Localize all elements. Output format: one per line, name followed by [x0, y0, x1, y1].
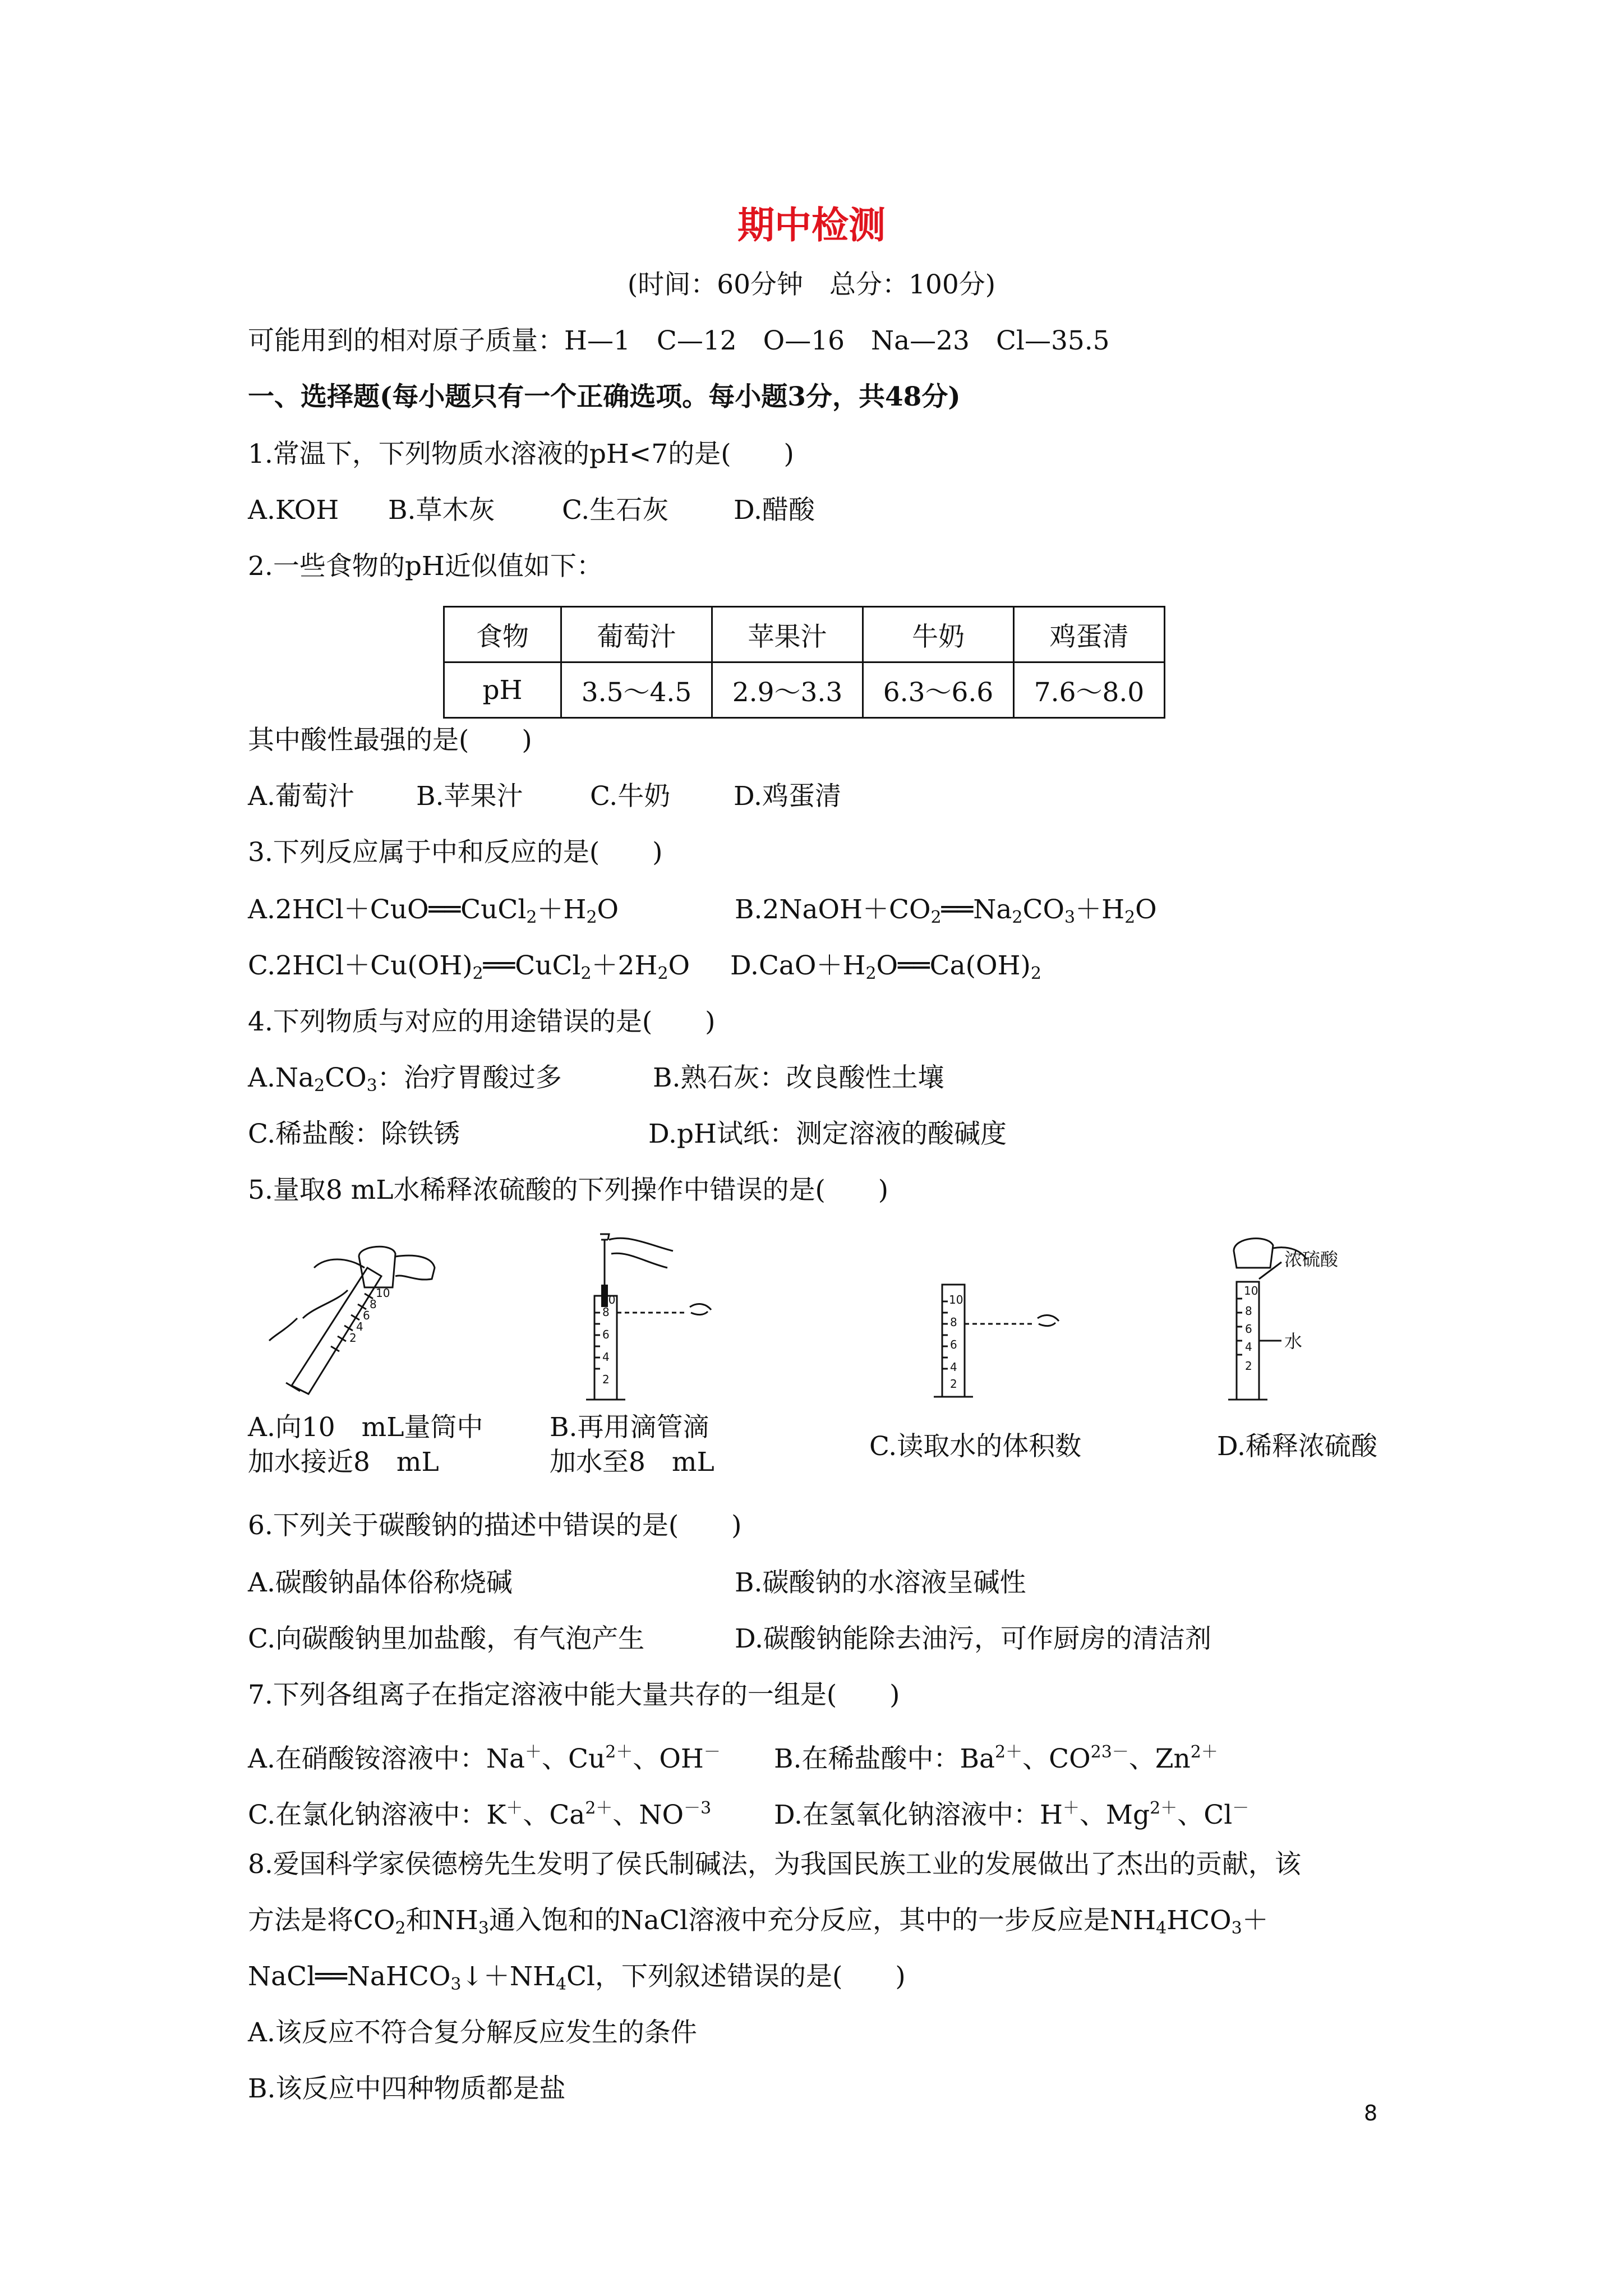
table-header-cell: 苹果汁	[712, 607, 863, 662]
svg-text:10: 10	[1244, 1284, 1258, 1297]
svg-text:6: 6	[1245, 1322, 1252, 1336]
question-5: 5.量取8 mL水稀释浓硫酸的下列操作中错误的是( )	[248, 1175, 889, 1205]
option-c: C.生石灰	[562, 495, 669, 526]
option-a: A.KOH	[248, 495, 339, 526]
table-header-cell: 葡萄汁	[561, 607, 712, 662]
option-a: $A.2HCl+CuO══CuCl_2+H_2O$	[248, 894, 619, 927]
table-header-cell: 鸡蛋清	[1014, 607, 1165, 662]
page-number: 8	[1364, 2101, 1378, 2125]
svg-text:6: 6	[363, 1309, 370, 1322]
option-a: $A.Na_2CO_3$：治疗胃酸过多	[248, 1062, 562, 1096]
option-d: D.pH试纸：测定溶液的酸碱度	[648, 1119, 1007, 1149]
svg-text:4: 4	[602, 1350, 610, 1364]
svg-text:8: 8	[370, 1297, 377, 1311]
svg-text:8: 8	[950, 1315, 957, 1329]
svg-text:4: 4	[356, 1320, 363, 1333]
svg-text:10: 10	[376, 1286, 390, 1300]
option-c: C.稀盐酸：除铁锈	[248, 1119, 460, 1149]
question-8-line-2: 方法是将$CO_2$和$NH_3$通入饱和的NaCl溶液中充分反应，其中的一步反应是$NH_4HCO_3+$	[248, 1905, 1269, 1938]
question-2-ask: 其中酸性最强的是( )	[248, 725, 532, 756]
option-b: $B.2NaOH+CO_2══Na_2CO_3+H_2O$	[735, 894, 1157, 927]
svg-text:8: 8	[1245, 1304, 1252, 1318]
svg-text:2: 2	[349, 1331, 357, 1345]
table-row	[444, 607, 1165, 662]
question-6: 6.下列关于碳酸钠的描述中错误的是( )	[248, 1510, 742, 1541]
table-header-cell: 牛奶	[863, 607, 1014, 662]
svg-text:4: 4	[950, 1360, 957, 1374]
question-8-line-1: 8.爱国科学家侯德榜先生发明了侯氏制碱法，为我国民族工业的发展做出了杰出的贡献，该	[248, 1849, 1301, 1880]
option-c: C.牛奶	[590, 781, 671, 812]
table-row	[444, 662, 1165, 718]
dropper-figure	[561, 1228, 735, 1408]
question-7: 7.下列各组离子在指定溶液中能大量共存的一组是( )	[248, 1680, 900, 1710]
option-b: B.苹果汁	[416, 781, 523, 812]
option-c-caption: C.读取水的体积数	[869, 1431, 1082, 1462]
graduated-cylinder-pouring-figure	[247, 1234, 437, 1397]
option-b: B.碳酸钠的水溶液呈碱性	[735, 1567, 1026, 1598]
option-c: $C.2HCl+Cu(OH)_2══CuCl_2+2H_2O$	[248, 950, 690, 983]
question-2-options	[248, 780, 841, 813]
option-d: D.鸡蛋清	[734, 781, 841, 812]
dilution-figure	[1217, 1228, 1419, 1408]
table-header-cell: 食物	[444, 607, 561, 662]
svg-text:2: 2	[602, 1373, 610, 1386]
option-b: B.该反应中四种物质都是盐	[248, 2073, 566, 2104]
svg-text:10: 10	[949, 1293, 963, 1306]
question-4: 4.下列物质与对应的用途错误的是( )	[248, 1006, 716, 1037]
option-a: A.该反应不符合复分解反应发生的条件	[248, 2017, 697, 2048]
option-c: C.在氯化钠溶液中：K＋、$Ca^{2+}$、$NO^{-3}$	[248, 1798, 712, 1830]
option-b: B.熟石灰：改良酸性土壤	[653, 1062, 944, 1093]
option-d: D.在氢氧化钠溶液中：H＋、$Mg^{2+}$、Cl－	[774, 1798, 1249, 1830]
option-d: D.醋酸	[734, 495, 815, 526]
option-a: A.碳酸钠晶体俗称烧碱	[248, 1567, 513, 1598]
option-d: D.碳酸钠能除去油污，可作厨房的清洁剂	[735, 1623, 1211, 1654]
option-d-caption: D.稀释浓硫酸	[1217, 1431, 1377, 1462]
acid-label: 浓硫酸	[1284, 1249, 1339, 1270]
question-1: 1.常温下，下列物质水溶液的pH<7的是( )	[248, 439, 794, 470]
question-2: 2.一些食物的pH近似值如下：	[248, 551, 603, 582]
table-cell: pH	[444, 662, 561, 718]
question-1-options	[248, 494, 815, 527]
table-cell: 3.5～4.5	[561, 662, 712, 718]
ph-table	[443, 606, 1165, 719]
svg-text:8: 8	[602, 1305, 610, 1319]
option-b-caption: B.再用滴管滴 加水至8 mL	[550, 1412, 714, 1478]
svg-text:6: 6	[602, 1328, 610, 1341]
option-a-caption: A.向10 mL量筒中 加水接近8 mL	[248, 1412, 483, 1478]
option-c: C.向碳酸钠里加盐酸，有气泡产生	[248, 1623, 645, 1654]
section-heading: 一、选择题(每小题只有一个正确选项。每小题3分，共48分)	[248, 381, 961, 412]
svg-text:6: 6	[950, 1338, 957, 1351]
svg-text:2: 2	[950, 1377, 957, 1391]
svg-text:10: 10	[601, 1293, 616, 1306]
svg-text:4: 4	[1245, 1340, 1252, 1354]
page-title: 期中检测	[737, 203, 886, 247]
water-label: 水	[1284, 1331, 1303, 1352]
option-b: B.在稀盐酸中：$Ba^{2+}$、$CO^{23-}$、$Zn^{2+}$	[774, 1742, 1218, 1774]
table-cell: 7.6～8.0	[1014, 662, 1165, 718]
question-8-line-3: $NaCl══NaHCO_3↓+NH_4Cl$，下列叙述错误的是( )	[248, 1961, 906, 1994]
option-d: $D.CaO+H_2O══Ca(OH)_2$	[730, 950, 1041, 983]
atomic-masses: 可能用到的相对原子质量：H—1 C—12 O—16 Na—23 Cl—35.5	[248, 325, 1110, 356]
option-a: A.在硝酸铵溶液中：Na＋、$Cu^{2+}$、OH－	[248, 1742, 721, 1774]
svg-text:2: 2	[1245, 1359, 1252, 1373]
question-3: 3.下列反应属于中和反应的是( )	[248, 837, 663, 868]
table-cell: 6.3～6.6	[863, 662, 1014, 718]
exam-info: (时间：60分钟 总分：100分)	[627, 269, 996, 300]
option-a: A.葡萄汁	[248, 781, 354, 812]
option-b: B.草木灰	[388, 495, 495, 526]
table-cell: 2.9～3.3	[712, 662, 863, 718]
reading-volume-figure	[920, 1268, 1094, 1402]
